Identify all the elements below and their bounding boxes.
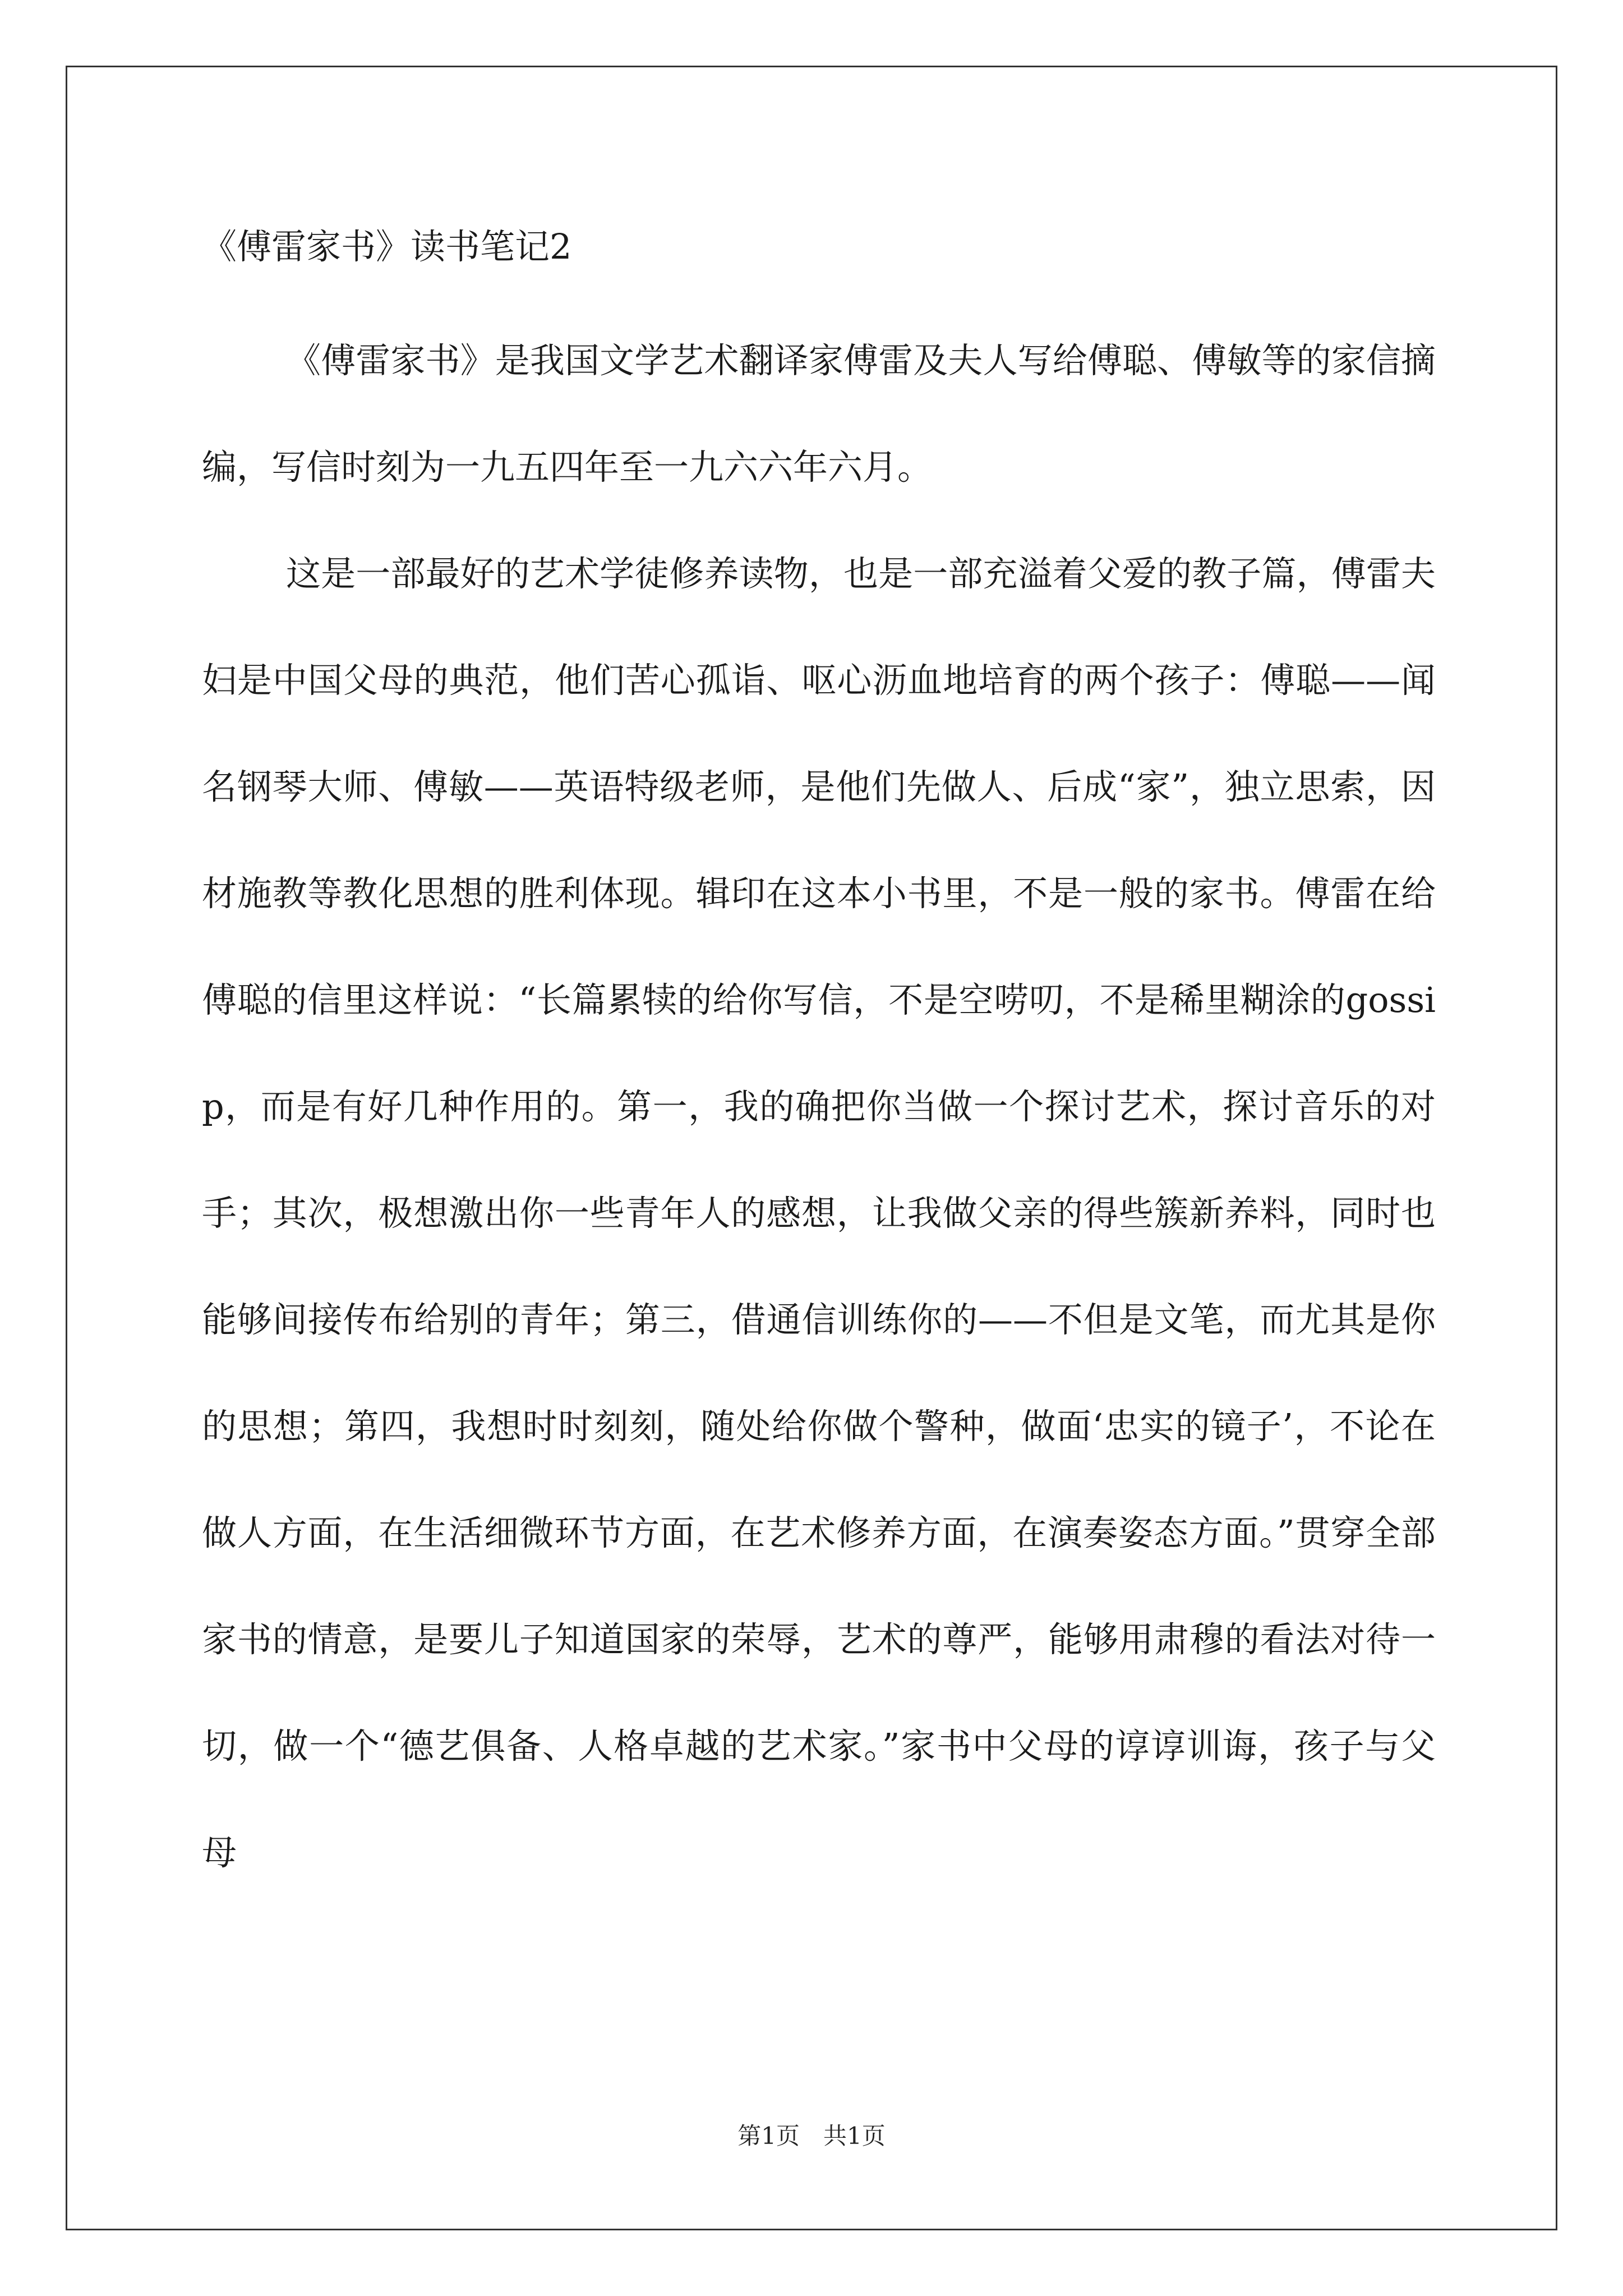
paragraph-main: 这是一部最好的艺术学徒修养读物，也是一部充溢着父爱的教子篇，傅雷夫妇是中国父母的典范，他们苦心孤诣、呕心沥血地培育的两个孩子：傅聪——闻名钢琴大师、傅敏——英语特级老师，是他们先做人、后成“家”，独立思索，因材施教等教化思想的胜利体现。辑印在这本小书里，不是一般的家书。傅雷在给傅聪的信里这样说：“长篇累犊的给你写信，不是空唠叨，不是稀里糊涂的gossip，而是有好几种作用的。第一，我的确把你当做一个探讨艺术，探讨音乐的对手；其次，极想激出你一些青年人的感想，让我做父亲的得些簇新养料，同时也能够间接传布给别的青年；第三，借通信训练你的——不但是文笔，而尤其是你的思想；第四，我想时时刻刻，随处给你做个警种，做面‘忠实的镜子’，不论在做人方面，在生活细微环节方面，在艺术修养方面，在演奏姿态方面。”贯穿全部家书的情意，是要儿子知道国家的荣辱，艺术的尊严，能够用肃穆的看法对待一切，做一个“德艺俱备、人格卓越的艺术家。”家书中父母的谆谆训诲，孩子与父母: [202, 553, 1436, 1873]
document-title: 《傅雷家书》读书笔记2: [202, 226, 572, 267]
paragraph-intro: 《傅雷家书》是我国文学艺术翻译家傅雷及夫人写给傅聪、傅敏等的家信摘编，写信时刻为一九五四年至一九六六年六月。: [202, 340, 1436, 487]
page-total: 共1页: [823, 2122, 886, 2150]
page-footer: [0, 2120, 1623, 2152]
page-number: 第1页: [737, 2122, 800, 2150]
